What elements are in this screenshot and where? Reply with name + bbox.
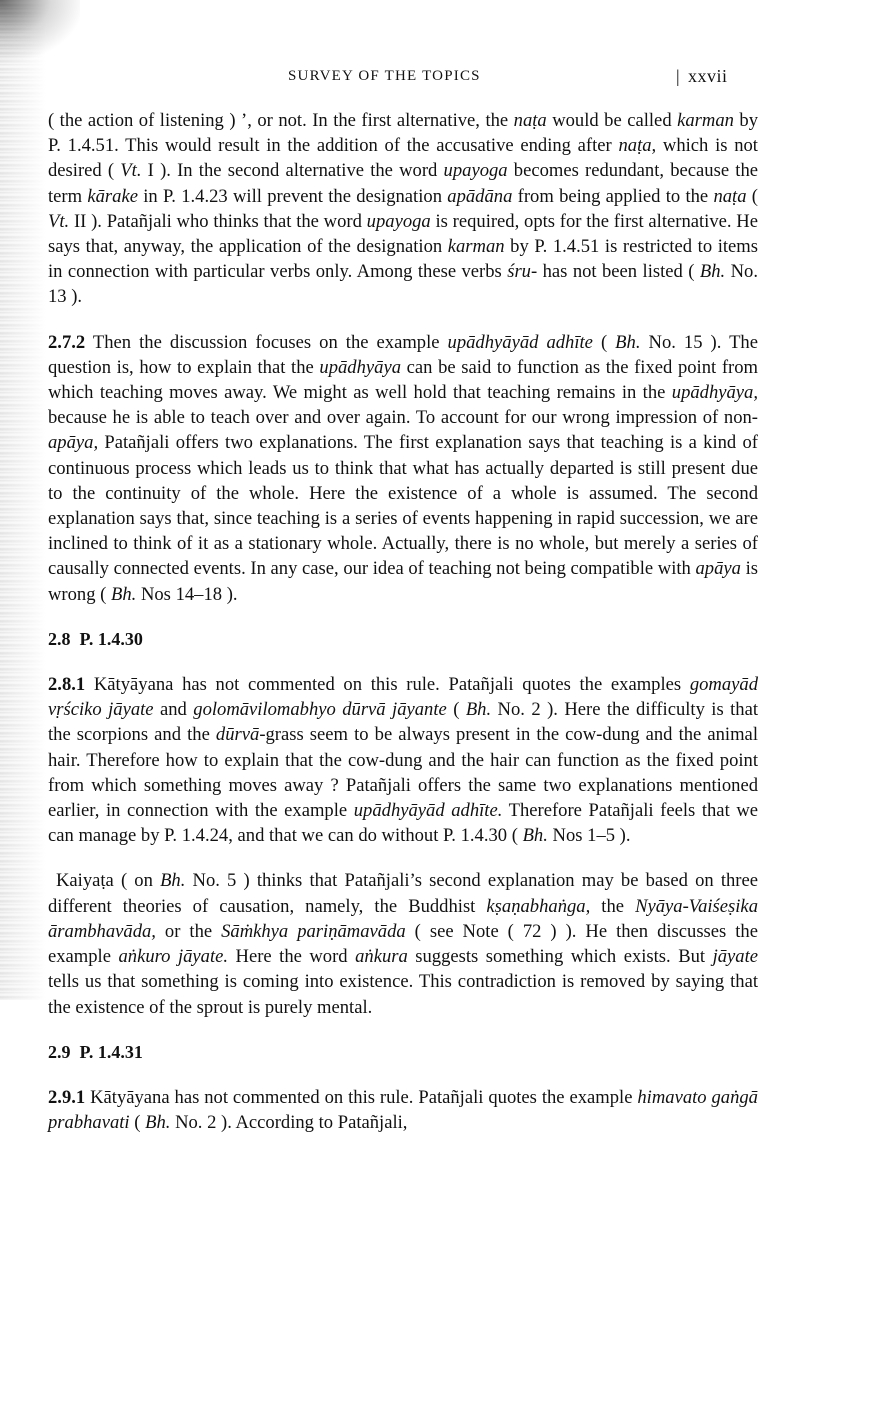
section-number: 2.8.1 [48, 674, 86, 696]
running-head [0, 66, 882, 90]
section-heading-2-9: 2.9 P. 1.4.31 [48, 1041, 143, 1062]
page-corner-shadow [0, 0, 80, 60]
paragraph-2-8-1: 2.8.1 Kātyāyana has not commented on this rule. Patañjali quotes the examples gomayād vṛściko jāyate and golomāvilomabhyo dūrvā jāyante ( Bh. No. 2 ). Here the difficulty is that the scorpions and the dūrvā-grass seem to be always present in the cow-dung and the animal hair. Therefore how to explain that the cow-dung and the hair can function as the fixed point from which something moves away ? Patañjali offers the same two explanations mentioned earlier, in connection with the example upādhyāyād adhīte. Therefore Patañjali feels that we can manage by P. 1.4.24, and that we can do without P. 1.4.30 ( Bh. Nos 1–5 ). [48, 674, 759, 847]
page-body [48, 108, 758, 1155]
page-number: xxvii [688, 66, 728, 86]
paragraph-continuation: ( the action of listening ) ’, or not. In the first alternative, the naṭa would be called karman by P. 1.4.51. This would result in the addition of the accusative ending after naṭa, which is not desired ( Vt. I ). In the second alternative the word upayoga becomes redundant, because the term kārake in P. 1.4.23 will prevent the designation apādāna from being applied to the naṭa ( Vt. II ). Patañjali who thinks that the word upayoga is required, opts for the first alternative. He says that, anyway, the application of the designation karman by P. 1.4.51 is restricted to items in connection with particular verbs only. Among these verbs śru- has not been listed ( Bh. No. 13 ). [48, 110, 759, 308]
running-head-separator: | [676, 66, 680, 86]
section-number: 2.9.1 [48, 1086, 86, 1108]
section-number: 2.7.2 [48, 331, 86, 353]
page-binding-edge [0, 0, 46, 1000]
section-heading-2-8: 2.8 P. 1.4.30 [48, 628, 143, 649]
running-head-title: SURVEY OF THE TOPICS [288, 68, 481, 84]
paragraph-2-7-2: 2.7.2 Then the discussion focuses on the example upādhyāyād adhīte ( Bh. No. 15 ). The question is, how to explain that the upādhyāya can be said to function as the fixed point from which teaching moves away. We might as well hold that teaching remains in the upādhyāya, because he is able to teach over and over again. To account for our wrong impression of non-apāya, Patañjali offers two explanations. The first explanation says that teaching is a kind of continuous process which leads us to think that what has actually departed is still present due to the continuity of the whole. Here the existence of a whole is assumed. The second explanation says that, since teaching is a series of events happening in rapid succession, we are inclined to think of it as a stationary whole. Actually, there is no whole, but merely a series of causally connected events. In any case, our idea of teaching not being compatible with apāya is wrong ( Bh. Nos 14–18 ). [48, 331, 758, 605]
paragraph-kaiyata: Kaiyaṭa ( on Bh. No. 5 ) thinks that Patañjali’s second explanation may be based on three different theories of causation, namely, the Buddhist kṣaṇabhaṅga, the Nyāya-Vaiśeṣika ārambhavāda, or the Sāṁkhya pariṇāmavāda ( see Note ( 72 ) ). He then discusses the example aṅkuro jāyate. Here the word aṅkura suggests something which exists. But jāyate tells us that something is coming into existence. This contradiction is removed by saying that the existence of the sprout is purely mental. [48, 870, 759, 1018]
paragraph-2-9-1: 2.9.1 Kātyāyana has not commented on this rule. Patañjali quotes the example himavato gaṅgā prabhavati ( Bh. No. 2 ). According to Patañjali, [48, 1086, 758, 1134]
